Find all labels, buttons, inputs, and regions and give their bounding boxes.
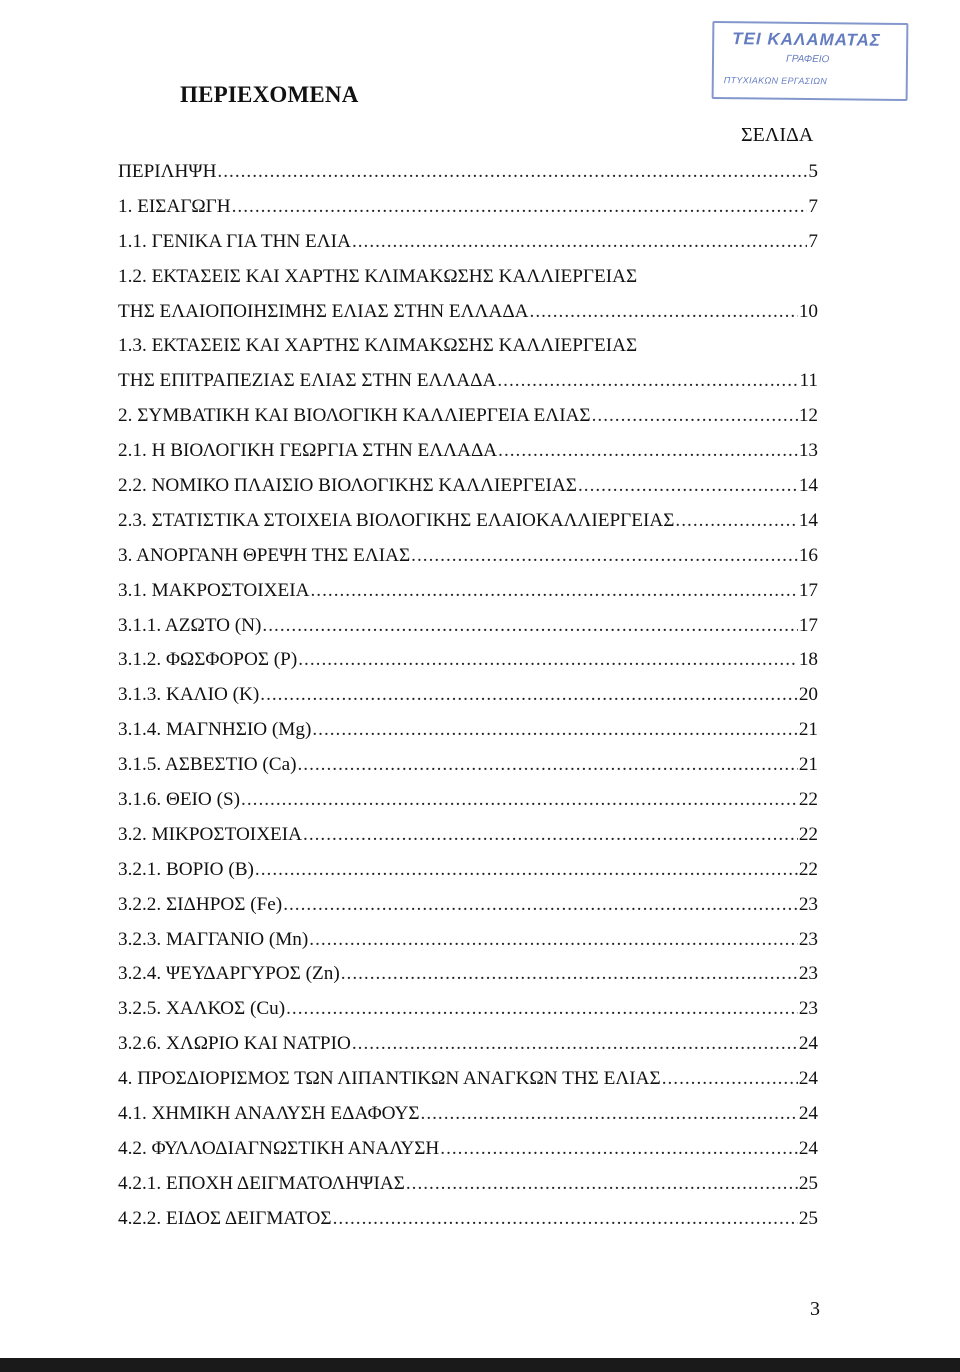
toc-dot-leader — [411, 539, 798, 573]
toc-entry-title: 4.2. ΦΥΛΛΟΔΙΑΓΝΩΣΤΙΚΗ ΑΝΑΛΥΣΗ — [118, 1137, 440, 1159]
toc-entry-title: 3. ΑΝΟΡΓΑΝΗ ΘΡΕΨΗ ΤΗΣ ΕΛΙΑΣ — [118, 544, 411, 566]
toc-entry — [118, 539, 818, 574]
toc-entry-title: 4.2.1. ΕΠΟΧΗ ΔΕΙΓΜΑΤΟΛΗΨΙΑΣ — [118, 1172, 405, 1194]
toc-dot-leader — [662, 1062, 798, 1096]
toc-entry-page: 21 — [798, 719, 818, 741]
toc-entry-title: ΠΕΡΙΛΗΨΗ — [118, 161, 217, 182]
toc-entry-title: 3.1.1. ΑΖΩΤΟ (Ν) — [118, 614, 262, 636]
toc-entry — [118, 504, 818, 539]
toc-dot-leader — [440, 1132, 798, 1166]
toc-entry-page: 7 — [808, 195, 818, 217]
toc-entry-title: 3.2.2. ΣΙΔΗΡΟΣ (Fe) — [118, 893, 283, 915]
toc-dot-leader — [283, 888, 798, 922]
toc-entry-page: 23 — [798, 893, 818, 915]
toc-entry-page: 12 — [798, 405, 818, 427]
toc-entry-title: 3.2.4. ΨΕΥΔΑΡΓΥΡΟΣ (Zn) — [118, 963, 340, 985]
toc-entry-page: 23 — [798, 998, 818, 1020]
toc-entry-title: 2.1. Η ΒΙΟΛΟΓΙΚΗ ΓΕΩΡΓΙΑ ΣΤΗΝ ΕΛΛΑΔΑ — [118, 440, 498, 462]
toc-dot-leader — [311, 574, 798, 608]
toc-entry — [118, 783, 818, 818]
page-column-header: ΣΕΛΙΔΑ — [741, 124, 814, 146]
toc-entry — [118, 853, 818, 888]
toc-entry — [118, 329, 818, 364]
toc-entry-page: 7 — [808, 230, 818, 252]
toc-entry — [118, 818, 818, 853]
toc-entry-page: 22 — [798, 858, 818, 880]
toc-dot-leader — [675, 504, 797, 538]
toc-entry-title: 4. ΠΡΟΣΔΙΟΡΙΣΜΟΣ ΤΩΝ ΛΙΠΑΝΤΙΚΩΝ ΑΝΑΓΚΩΝ ΤΗΣ ΕΛΙΑΣ — [118, 1068, 661, 1090]
toc-dot-leader — [530, 295, 798, 329]
toc-entry — [118, 643, 818, 678]
toc-dot-leader — [406, 1167, 798, 1201]
institution-stamp — [712, 21, 909, 101]
toc-entry — [118, 155, 818, 190]
toc-entry-page: 24 — [798, 1068, 818, 1090]
toc-entry — [118, 399, 818, 434]
toc-entry — [118, 748, 818, 783]
toc-entry-page: 20 — [798, 684, 818, 706]
toc-entry-page: 11 — [799, 370, 818, 392]
toc-entry-page: 17 — [798, 614, 818, 636]
toc-entry — [118, 888, 818, 923]
toc-dot-leader — [298, 643, 798, 677]
toc-entry-title: 3.2.6. ΧΛΩΡΙΟ ΚΑΙ ΝΑΤΡΙΟ — [118, 1033, 351, 1055]
toc-entry — [118, 1027, 818, 1062]
toc-entry-page: 22 — [798, 823, 818, 845]
toc-entry-page: 14 — [798, 509, 818, 531]
toc-entry-title: 1.2. ΕΚΤΑΣΕΙΣ ΚΑΙ ΧΑΡΤΗΣ ΚΛΙΜΑΚΩΣΗΣ ΚΑΛΛΙΕΡΓΕΙΑΣ — [118, 265, 638, 287]
toc-entry-page: 13 — [798, 440, 818, 462]
toc-entry — [118, 434, 818, 469]
page-number: 3 — [810, 1298, 820, 1320]
toc-entry-title: 3.1.3. ΚΑΛΙΟ (Κ) — [118, 684, 260, 706]
page-title: ΠΕΡΙΕΧΟΜΕΝΑ — [180, 82, 359, 107]
toc-entry — [118, 469, 818, 504]
toc-entry-title: 3.1.2. ΦΩΣΦΟΡΟΣ (Ρ) — [118, 649, 298, 671]
toc-entry-page: 22 — [798, 789, 818, 811]
toc-entry-title: 3.2.3. ΜΑΓΓΑΝΙΟ (Mn) — [118, 928, 309, 950]
toc-dot-leader — [262, 609, 797, 643]
toc-entry — [118, 678, 818, 713]
toc-entry-page: 23 — [798, 963, 818, 985]
toc-entry — [118, 713, 818, 748]
toc-dot-leader — [309, 923, 798, 957]
toc-entry-page: 23 — [798, 928, 818, 950]
toc-entry-page: 10 — [798, 300, 818, 322]
toc-entry-page: 25 — [798, 1207, 818, 1229]
toc-entry-page: 24 — [798, 1137, 818, 1159]
toc-dot-leader — [352, 1027, 798, 1061]
toc-entry — [118, 225, 818, 260]
toc-entry-title: 3.1.4. ΜΑΓΝΗΣΙΟ (Mg) — [118, 719, 312, 741]
toc-entry-page: 21 — [798, 754, 818, 776]
toc-entry-title: ΤΗΣ ΕΠΙΤΡΑΠΕΖΙΑΣ ΕΛΙΑΣ ΣΤΗΝ ΕΛΛΑΔΑ — [118, 370, 497, 392]
scan-bottom-edge — [0, 1358, 960, 1372]
toc-entry-page: 14 — [798, 475, 818, 497]
toc-entry-title: 2.2. ΝΟΜΙΚΟ ΠΛΑΙΣΙΟ ΒΙΟΛΟΓΙΚΗΣ ΚΑΛΛΙΕΡΓΕΙΑΣ — [118, 475, 577, 497]
toc-entry-page: 25 — [798, 1172, 818, 1194]
toc-entry — [118, 1167, 818, 1202]
toc-dot-leader — [421, 1097, 798, 1131]
toc-entry-page: 5 — [808, 161, 818, 182]
toc-entry — [118, 992, 818, 1027]
toc-entry-title: 3.1. ΜΑΚΡΟΣΤΟΙΧΕΙΑ — [118, 579, 310, 601]
toc-entry — [118, 957, 818, 992]
toc-entry-page: 24 — [798, 1103, 818, 1125]
toc-entry-title: 4.2.2. ΕΙΔΟΣ ΔΕΙΓΜΑΤΟΣ — [118, 1207, 332, 1229]
toc-dot-leader — [217, 155, 807, 189]
toc-entry-title: 3.1.6. ΘΕΙΟ (S) — [118, 789, 241, 811]
toc-dot-leader — [312, 713, 797, 747]
toc-entry-title: 3.2.1. ΒΟΡΙΟ (Β) — [118, 858, 254, 880]
stamp-line-2: ΓΡΑΦΕΙΟ — [785, 53, 830, 66]
toc-entry-title: 3.2.5. ΧΑΛΚΟΣ (Cu) — [118, 998, 286, 1020]
toc-entry-title: 1.1. ΓΕΝΙΚΑ ΓΙΑ ΤΗΝ ΕΛΙΑ — [118, 230, 351, 252]
toc-entry — [118, 1062, 818, 1097]
toc-entry — [118, 295, 818, 330]
stamp-line-1: ΤΕΙ ΚΑΛΑΜΑΤΑΣ — [732, 29, 881, 50]
toc-entry — [118, 1132, 818, 1167]
toc-entry — [118, 1097, 818, 1132]
toc-dot-leader — [578, 469, 798, 503]
toc-entry — [118, 1202, 818, 1237]
toc-entry — [118, 364, 818, 399]
toc-entry — [118, 190, 818, 225]
toc-entry-title: 2. ΣΥΜΒΑΤΙΚΗ ΚΑΙ ΒΙΟΛΟΓΙΚΗ ΚΑΛΛΙΕΡΓΕΙΑ ΕΛΙΑΣ — [118, 405, 591, 427]
toc-entry-page: 16 — [798, 544, 818, 566]
toc-entry — [118, 260, 818, 295]
table-of-contents — [118, 155, 818, 1237]
toc-entry-title: 1.3. ΕΚΤΑΣΕΙΣ ΚΑΙ ΧΑΡΤΗΣ ΚΛΙΜΑΚΩΣΗΣ ΚΑΛΛΙΕΡΓΕΙΑΣ — [118, 335, 638, 357]
toc-entry-title: ΤΗΣ ΕΛΑΙΟΠΟΙΗΣΙΜΗΣ ΕΛΙΑΣ ΣΤΗΝ ΕΛΛΑΔΑ — [118, 300, 529, 322]
toc-dot-leader — [592, 399, 798, 433]
toc-entry-page: 24 — [798, 1033, 818, 1055]
toc-entry-title: 1. ΕΙΣΑΓΩΓΗ — [118, 195, 231, 217]
toc-entry — [118, 923, 818, 958]
toc-dot-leader — [497, 364, 798, 398]
toc-dot-leader — [232, 190, 808, 224]
toc-entry-title: 2.3. ΣΤΑΤΙΣΤΙΚΑ ΣΤΟΙΧΕΙΑ ΒΙΟΛΟΓΙΚΗΣ ΕΛΑΙΟΚΑΛΛΙΕΡΓΕΙΑΣ — [118, 509, 675, 531]
toc-entry — [118, 574, 818, 609]
toc-dot-leader — [303, 818, 798, 852]
stamp-line-3: ΠΤΥΧΙΑΚΩΝ ΕΡΓΑΣΙΩΝ — [723, 75, 828, 87]
toc-dot-leader — [352, 225, 807, 259]
toc-entry-page: 18 — [798, 649, 818, 671]
toc-dot-leader — [341, 957, 798, 991]
toc-dot-leader — [255, 853, 798, 887]
toc-entry — [118, 609, 818, 644]
toc-dot-leader — [297, 748, 797, 782]
toc-dot-leader — [286, 992, 798, 1026]
toc-entry-title: 3.2. ΜΙΚΡΟΣΤΟΙΧΕΙΑ — [118, 823, 303, 845]
toc-entry-title: 3.1.5. ΑΣΒΕΣΤΙΟ (Ca) — [118, 754, 297, 776]
toc-entry-title: 4.1. ΧΗΜΙΚΗ ΑΝΑΛΥΣΗ ΕΔΑΦΟΥΣ — [118, 1103, 420, 1125]
toc-dot-leader — [333, 1202, 798, 1236]
toc-dot-leader — [260, 678, 798, 712]
toc-dot-leader — [498, 434, 798, 468]
toc-dot-leader — [241, 783, 798, 817]
toc-entry-page: 17 — [798, 579, 818, 601]
